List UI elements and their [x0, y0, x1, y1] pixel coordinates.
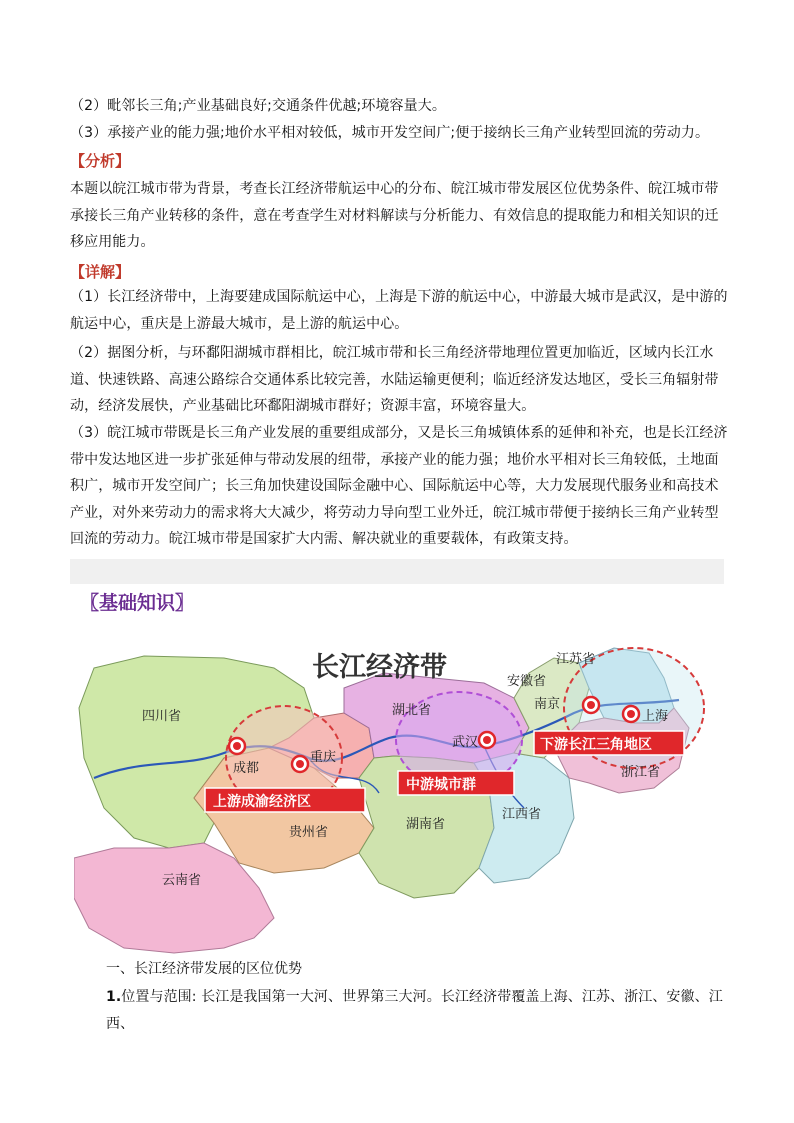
- label-hunan: 湖南省: [406, 817, 446, 832]
- answer-3: （3）承接产业的能力强;地价水平相对较低，城市开发空间广;便于接纳长三角产业转型回流的劳动力。: [70, 125, 710, 141]
- detail-p3: （3）皖江城市带既是长三角产业发展的重要组成部分，又是长三角城镇体系的延伸和补充，也是长江经济带中发达地区进一步扩张延伸与带动发展的纽带，承接产业的能力强；地价水平相对长三角较低，土地面积广，城市开发空间广；长三角加快建设国际金融中心、国际航运中心等，大力发展现代服务业和高技术产业，对外来劳动力的需求将大大减少，将劳动力导向型工业外迁，皖江城市带便于接纳长三角产业转型回流的劳动力。皖江城市带是国家扩大内需、解决就业的重要载体，有政策支持。: [70, 425, 728, 547]
- detail-p1: （1）长江经济带中，上海要建成国际航运中心，上海是下游的航运中心，中游最大城市是武汉，是中游的航运中心，重庆是上游最大城市，是上游的航运中心。: [70, 289, 728, 332]
- advantages-p1-number: 1.: [106, 989, 122, 1005]
- label-jiangxi: 江西省: [502, 807, 542, 822]
- map-title: 长江经济带: [312, 652, 447, 683]
- label-zhejiang: 浙江省: [621, 765, 661, 780]
- section-title: 〖基础知识〗: [80, 592, 195, 614]
- label-shanghai: 上海: [642, 709, 669, 724]
- label-yunnan: 云南省: [162, 873, 202, 888]
- city-core-shanghai: [627, 710, 635, 718]
- map-svg: [74, 628, 724, 958]
- label-jiangsu: 江苏省: [556, 652, 596, 667]
- advantages-p1: [106, 984, 736, 1037]
- advantages-p1-text: 位置与范围: 长江是我国第一大河、世界第三大河。长江经济带覆盖上海、江苏、浙江、安徽、江西、: [106, 989, 723, 1032]
- label-sichuan: 四川省: [142, 709, 182, 724]
- label-wuhan: 武汉: [452, 735, 479, 750]
- detail-p2: （2）据图分析，与环鄱阳湖城市群相比，皖江城市带和长三角经济带地理位置更加临近，区域内长江水道、快速铁路、高速公路综合交通体系比较完善，水陆运输更便利；临近经济发达地区，受长三角辐射带动，经济发展快，产业基础比环鄱阳湖城市群好；资源丰富，环境容量大。: [70, 345, 719, 414]
- city-core-chongqing: [296, 760, 304, 768]
- label-guizhou: 贵州省: [289, 825, 329, 840]
- zone-lower-label: 下游长江三角地区: [540, 737, 652, 753]
- separator-band: [70, 559, 724, 584]
- label-nanjing: 南京: [534, 697, 561, 712]
- answer-2: （2）毗邻长三角;产业基础良好;交通条件优越;环境容量大。: [70, 98, 446, 114]
- advantages-heading: 一、长江经济带发展的区位优势: [106, 961, 302, 977]
- detail-heading: 【详解】: [70, 263, 131, 281]
- label-chongqing: 重庆: [310, 750, 337, 765]
- zone-middle-label: 中游城市群: [406, 777, 476, 793]
- label-hubei: 湖北省: [392, 703, 432, 718]
- label-chengdu: 成都: [233, 761, 260, 776]
- city-core-wuhan: [483, 736, 491, 744]
- analysis-heading: 【分析】: [70, 152, 131, 170]
- label-anhui: 安徽省: [507, 674, 547, 689]
- zone-upper-label: 上游成渝经济区: [213, 794, 311, 810]
- yangtze-map: [74, 628, 724, 958]
- city-core-nanjing: [587, 701, 595, 709]
- analysis-text: 本题以皖江城市带为背景，考查长江经济带航运中心的分布、皖江城市带发展区位优势条件、皖江城市带承接长三角产业转移的条件，意在考查学生对材料解读与分析能力、有效信息的提取能力和相关知识的迁移应用能力。: [70, 181, 719, 250]
- city-core-chengdu: [233, 742, 241, 750]
